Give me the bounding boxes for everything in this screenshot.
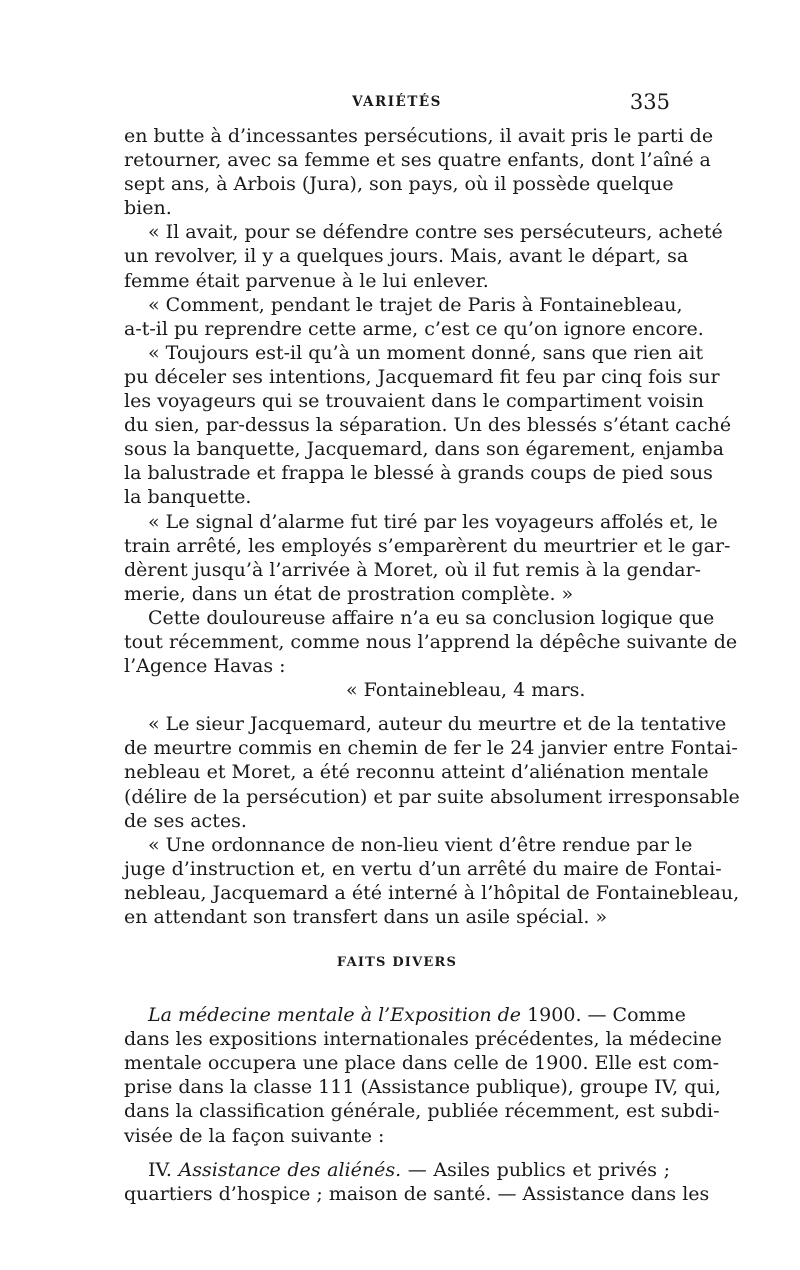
item-title: Assistance des aliénés.	[178, 1158, 402, 1181]
section-heading: FAITS DIVERS	[336, 955, 458, 971]
text-line: visée de la façon suivante :	[124, 1124, 385, 1147]
lead-title: La médecine mentale à l’Exposition de	[148, 1004, 522, 1027]
text-line: « Le sieur Jacquemard, auteur du meurtre et de la tentative	[148, 713, 727, 736]
text-line: de ses actes.	[124, 809, 247, 832]
dateline: « Fontainebleau, 4 mars.	[346, 679, 586, 702]
text-line: Cette douloureuse affaire n’a eu sa conclusion logique que	[148, 606, 715, 629]
lead-text: 1900. — Comme	[521, 1004, 686, 1027]
text-line: dèrent jusqu’à l’arrivée à Moret, où il fut remis à la gendar-	[124, 558, 702, 581]
text-line: dans la classification générale, publiée récemment, est subdi-	[124, 1100, 720, 1123]
text-line: « Comment, pendant le trajet de Paris à Fontainebleau,	[148, 293, 683, 316]
text-line: mentale occupera une place dans celle de 1900. Elle est com-	[124, 1052, 720, 1075]
item-line	[124, 1158, 670, 1182]
text-line: quartiers d’hospice ; maison de santé. — Assistance dans les	[124, 1182, 710, 1205]
text-line: pu déceler ses intentions, Jacquemard fit feu par cinq fois sur	[124, 365, 720, 388]
text-line: « Le signal d’alarme fut tiré par les voyageurs affolés et, le	[148, 510, 718, 533]
article-continuation	[124, 124, 740, 929]
text-line: sept ans, à Arbois (Jura), son pays, où il possède quelque	[124, 173, 674, 196]
page-number: 335	[629, 90, 670, 114]
text-line: de meurtre commis en chemin de fer le 24 janvier entre Fontai-	[124, 737, 738, 760]
text-line: nebleau, Jacquemard a été interné à l’hôpital de Fontainebleau,	[124, 881, 740, 904]
faits-divers-section	[124, 951, 722, 1206]
text-line: les voyageurs qui se trouvaient dans le compartiment voisin	[124, 390, 704, 413]
text-line: merie, dans un état de prostration complète. »	[124, 582, 574, 605]
text-line: l’Agence Havas :	[124, 655, 286, 678]
text-line: en attendant son transfert dans un asile spécial. »	[124, 906, 608, 928]
item-text: — Asiles publics et privés ;	[401, 1158, 670, 1181]
page-body	[124, 124, 740, 1206]
text-line: « Toujours est-il qu’à un moment donné, sans que rien ait	[148, 341, 704, 364]
text-line: tout récemment, comme nous l’apprend la dépêche suivante de	[124, 630, 738, 653]
text-line: nebleau et Moret, a été reconnu atteint d’aliénation mentale	[124, 761, 709, 784]
text-line: (délire de la persécution) et par suite absolument irresponsable	[124, 785, 740, 808]
text-line: femme était parvenue à le lui enlever.	[124, 269, 489, 292]
text-line: un revolver, il y a quelques jours. Mais, avant le départ, sa	[124, 245, 689, 268]
text-line: « Une ordonnance de non-lieu vient d’être rendue par le	[148, 833, 693, 856]
running-title: VARIÉTÉS	[352, 94, 442, 110]
text-line: dans les expositions internationales précédentes, la médecine	[124, 1028, 722, 1051]
text-line: bien.	[124, 197, 172, 220]
text-line: prise dans la classe 111 (Assistance publique), groupe IV, qui,	[124, 1076, 721, 1099]
text-line: du sien, par-dessus la séparation. Un des blessés s’étant caché	[124, 414, 732, 437]
text-line: train arrêté, les employés s’emparèrent du meurtrier et le gar-	[124, 534, 731, 557]
text-line: retourner, avec sa femme et ses quatre enfants, dont l’aîné a	[124, 149, 711, 172]
text-line: a-t-il pu reprendre cette arme, c’est ce qu’on ignore encore.	[124, 317, 704, 340]
text-line: juge d’instruction et, en vertu d’un arrêté du maire de Fontai-	[124, 857, 722, 880]
text-line: la banquette.	[124, 486, 252, 509]
text-line: en butte à d’incessantes persécutions, il avait pris le parti de	[124, 125, 714, 147]
lead-line	[124, 1003, 686, 1027]
page-header	[124, 90, 670, 116]
text-line: « Il avait, pour se défendre contre ses persécuteurs, acheté	[148, 221, 723, 244]
text-line: la balustrade et frappa le blessé à grands coups de pied sous	[124, 462, 713, 485]
text-line: sous la banquette, Jacquemard, dans son égarement, enjamba	[124, 438, 724, 461]
item-numeral: IV.	[148, 1158, 179, 1181]
